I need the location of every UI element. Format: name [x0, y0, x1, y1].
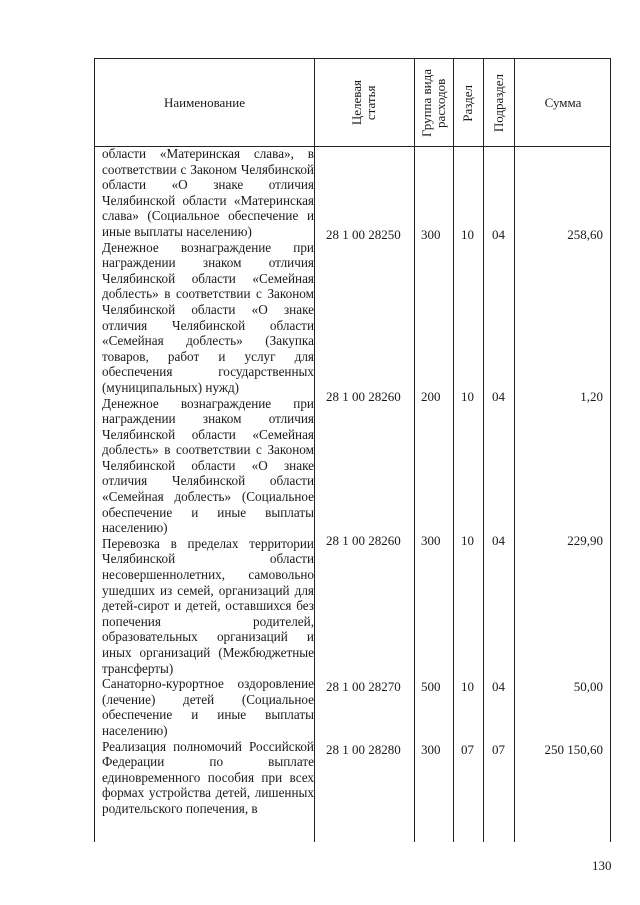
row-sum: 1,20	[580, 389, 603, 404]
header-sum-label: Сумма	[544, 95, 582, 110]
row-group: 300	[421, 227, 441, 242]
row-target: 28 1 00 28260	[326, 533, 401, 548]
row-name: Денежное вознаграждение при награждении знаком отличия Челябинской области «Семейная доблесть» в соответствии с Законом Челябинской области «О знаке отличия Челябинской области «Семейная доблесть» (Социальное обеспечение и иные выплаты населению)	[102, 395, 314, 536]
row-group: 300	[421, 742, 441, 757]
row-subsection: 04	[492, 389, 505, 404]
column-divider	[514, 59, 515, 842]
header-name	[95, 59, 314, 147]
row-section: 07	[461, 742, 474, 757]
header-group	[414, 59, 453, 147]
column-divider	[483, 59, 484, 842]
row-section: 10	[461, 389, 474, 404]
budget-table	[94, 58, 611, 842]
header-section-label: Раздел	[460, 84, 475, 122]
header-subsection	[483, 59, 514, 147]
header-target-label: Целевая статья	[349, 80, 378, 126]
row-name: Санаторно-курортное оздоровление (лечение) детей (Социальное обеспечение и иные выплаты населению)	[102, 676, 314, 738]
header-sum	[514, 59, 612, 147]
row-target: 28 1 00 28250	[326, 227, 401, 242]
page-number: 130	[592, 858, 612, 873]
row-section: 10	[461, 533, 474, 548]
row-target: 28 1 00 28270	[326, 679, 401, 694]
header-section	[453, 59, 483, 147]
column-divider	[414, 59, 415, 842]
row-subsection: 04	[492, 679, 505, 694]
header-subsection-label: Подраздел	[490, 73, 506, 133]
row-name: области «Материнская слава», в соответствии с Законом Челябинской области «О знаке отличия Челябинской области «Материнская слава» (Социальное обеспечение и иные выплаты населению)	[102, 146, 314, 239]
row-target: 28 1 00 28260	[326, 389, 401, 404]
row-group: 200	[421, 389, 441, 404]
column-divider	[453, 59, 454, 842]
row-name: Денежное вознаграждение при награждении знаком отличия Челябинской области «Семейная доблесть» в соответствии с Законом Челябинской области «О знаке отличия Челябинской области «Семейная доблесть» (Закупка товаров, работ и услуг для обеспечения государственных (муниципальных) нужд)	[102, 239, 314, 395]
row-section: 10	[461, 679, 474, 694]
header-name-label: Наименование	[164, 95, 245, 110]
row-sum: 50,00	[573, 679, 603, 694]
row-section: 10	[461, 227, 474, 242]
row-subsection: 04	[492, 227, 505, 242]
row-subsection: 07	[492, 742, 505, 757]
row-name: Реализация полномочий Российской Федерации по выплате единовременного пособия при всех формах устройства детей, лишенных родительского попечения, в	[102, 738, 314, 816]
row-target: 28 1 00 28280	[326, 742, 401, 757]
row-sum: 258,60	[567, 227, 603, 242]
row-subsection: 04	[492, 533, 505, 548]
header-group-label: Группа вида расходов	[418, 69, 448, 137]
row-name: Перевозка в пределах территории Челябинской области несовершеннолетних, самовольно ушедших из семей, организаций для детей-сирот и детей, оставшихся без попечения родителей, образовательных организаций и иных организаций (Межбюджетные трансферты)	[102, 535, 314, 676]
row-group: 300	[421, 533, 441, 548]
row-sum: 229,90	[567, 533, 603, 548]
column-divider	[314, 59, 315, 842]
row-sum: 250 150,60	[544, 742, 603, 757]
name-column	[102, 146, 314, 817]
row-group: 500	[421, 679, 441, 694]
header-target	[314, 59, 414, 147]
